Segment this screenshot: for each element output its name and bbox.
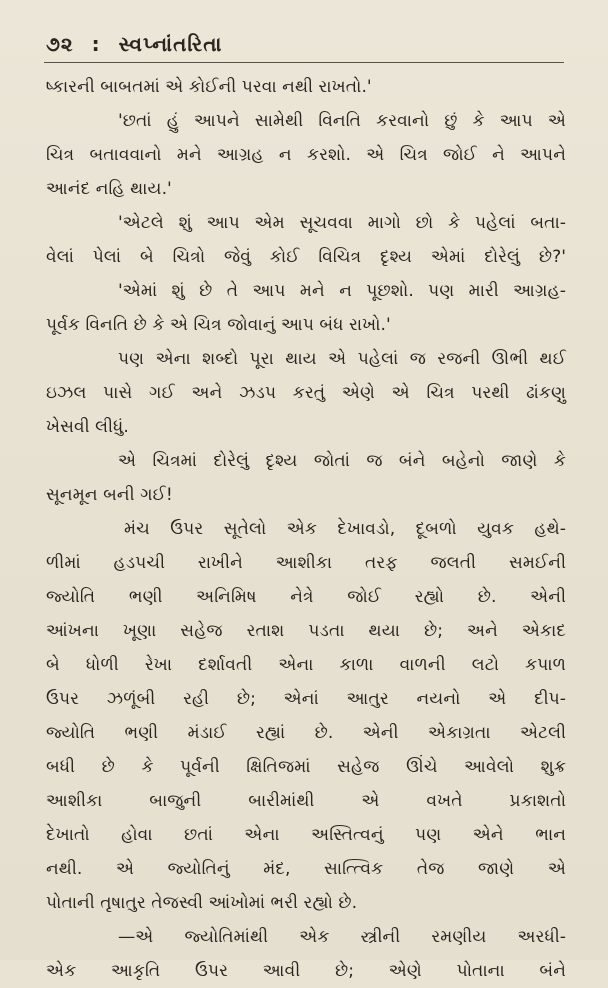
book-title: સ્વપ્નાંતરિતા — [118, 32, 223, 56]
text-line: 'છતાં હું આપને સામેથી વિનતિ કરવાનો છું કે આપ એ — [118, 111, 566, 131]
text-line: આશીકા બાજુની બારીમાંથી એ વખતે પ્રકાશતો — [46, 791, 566, 811]
text-line: ઉપર ઝળૂંબી રહી છે; એનાં આતુર નયનો એ દીપ- — [46, 689, 566, 709]
page-body — [46, 70, 566, 988]
text-line: બે ધોળી રેખા દર્શાવતી એના કાળા વાળની લટો કપાળ — [46, 655, 566, 675]
running-head — [46, 32, 222, 56]
text-line: ઇઝલ પાસે ગઈ અને ઝડપ કરતું એણે એ ચિત્ર પરથી ઢાંકણુ — [46, 383, 566, 403]
text-line: વેલાં પેલાં બે ચિત્રો જેવું કોઈ વિચિત્ર દૃશ્ય એમાં દોરેલું છે?' — [46, 247, 566, 267]
text-line: સૂનમૂન બની ગઈ! — [46, 485, 173, 505]
text-line: એ ચિત્રમાં દોરેલું દૃશ્ય જોતાં જ બંને બહેનો જાણે કે — [118, 451, 566, 471]
header-separator: : — [91, 32, 101, 56]
text-line: પોતાની તૃષાતુર તેજસ્વી આંખોમાં ભરી રહ્યો છે. — [46, 893, 358, 913]
text-line: —એ જ્યોતિમાંથી એક સ્ત્રીની રમણીય અરધી- — [118, 927, 566, 947]
text-line: 'એટલે શું આપ એમ સૂચવવા માગો છો કે પહેલાં બતા- — [118, 213, 566, 233]
text-line: નથી. એ જ્યોતિનું મંદ, સાત્ત્વિક તેજ જાણે એ — [46, 859, 566, 879]
header-rule — [44, 62, 564, 63]
text-line: આંખના ખૂણા સહેજ રતાશ પડતા થયા છે; અને એકાદ — [46, 621, 566, 641]
text-line: ખેસવી લીધું. — [46, 417, 129, 437]
text-line: જ્યોતિ ભણી અનિમિષ નેત્રે જોઈ રહ્યો છે. એની — [46, 587, 566, 607]
text-line: બધી છે કે પૂર્વની ક્ષિતિજમાં સહેજ ઊંચે આવેલો શુક્ર — [46, 757, 566, 777]
text-line: પણ એના શબ્દો પૂરા થાય એ પહેલાં જ રજની ઊભી થઈ — [118, 349, 566, 369]
text-line: એક આકૃતિ ઉપર આવી છે; એણે પોતાના બંને — [46, 961, 566, 981]
text-line: આનંદ નહિ થાય.' — [46, 179, 172, 199]
page-number: ૭૨ — [46, 32, 74, 56]
text-line: જ્યોતિ ભણી મંડાઈ રહ્યાં છે. એની એકાગ્રતા એટલી — [46, 723, 566, 743]
text-line: મંચ ઉપર સૂતેલો એક દેખાવડો, દૂબળો યુવક હથે- — [124, 519, 566, 539]
text-line: ળીમાં હડપચી રાખીને આશીકા તરફ જલતી સમઈની — [46, 553, 566, 573]
text-line: ચિત્ર બતાવવાનો મને આગ્રહ ન કરશો. એ ચિત્ર જોઈ ને આપને — [46, 145, 566, 165]
text-line: 'એમાં શું છે તે આપ મને ન પૂછશો. પણ મારી આગ્રહ- — [118, 281, 566, 301]
text-line: પૂર્વક વિનતિ છે કે એ ચિત્ર જોવાનું આપ બંધ રાખો.' — [46, 315, 391, 335]
text-line: દેખાતો હોવા છતાં એના અસ્તિત્વનું પણ એને ભાન — [46, 825, 566, 845]
text-line: ષ્કારની બાબતમાં એ કોઈની પરવા નથી રાખતો.' — [46, 77, 372, 97]
